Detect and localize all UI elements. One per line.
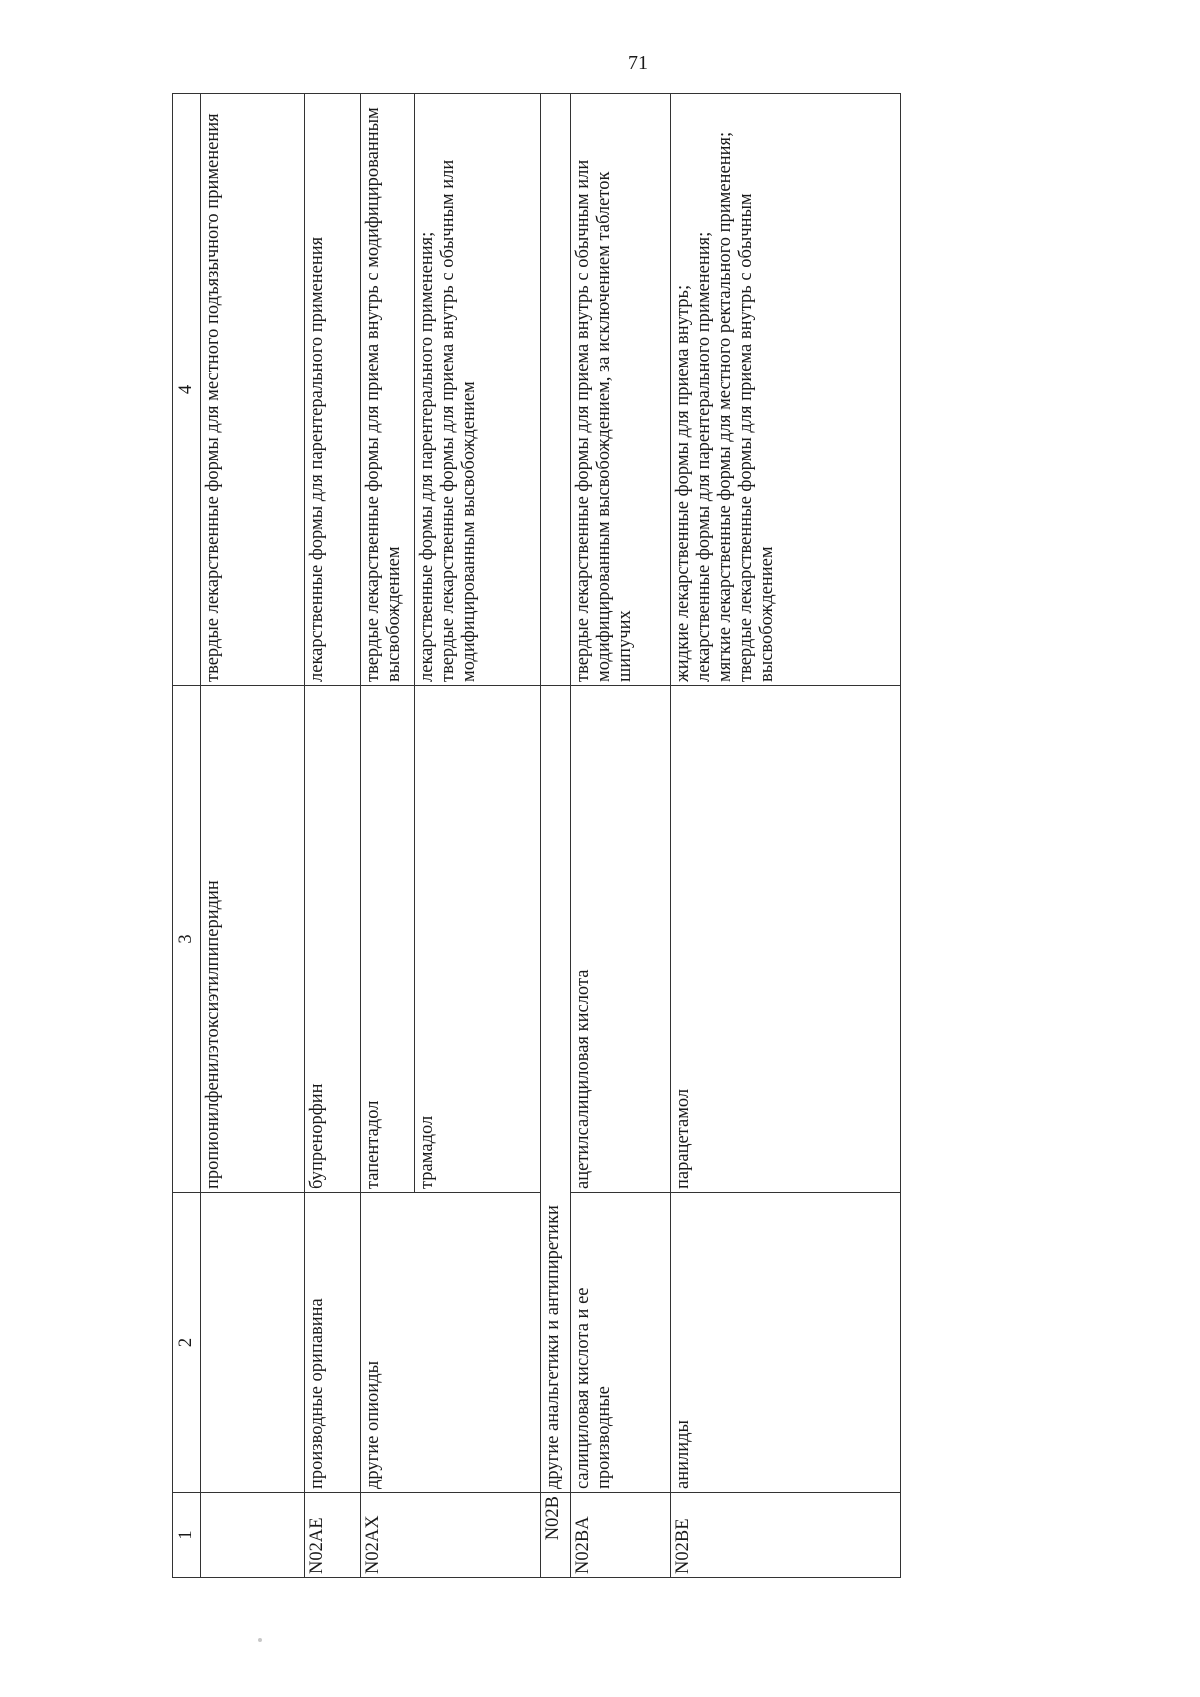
rotated-table-frame [172,94,908,1578]
atc-code-cell [201,1493,305,1578]
group-cell: производные орипавина [305,1193,361,1493]
atc-code-cell: N02AE [305,1493,361,1578]
drug-cell: пропионилфенилэтоксиэтилпиперидин [201,686,305,1193]
table-row [571,94,671,1578]
atc-code-cell: N02AX [361,1493,415,1578]
table-row [361,94,415,1578]
form-entry: мягкие лекарственные формы для местного ректального применения; [715,131,735,682]
drug-cell: парацетамол [671,686,901,1193]
forms-cell [571,94,671,686]
forms-cell [201,94,305,686]
drug-table [172,93,901,1578]
forms-cell [415,94,541,686]
table-row [201,94,305,1578]
atc-code-cell: N02B [541,1493,571,1578]
form-entry: твердые лекарственные формы для приема внутрь с обычным или модифицированным высвобождением, за исключением таблеток шипучих [573,159,635,682]
form-entry: твердые лекарственные формы для местного подъязычного применения [203,113,223,682]
form-entry: лекарственные формы для парентерального применения; [694,231,714,682]
drug-cell: ацетилсалициловая кислота [571,686,671,1193]
forms-cell [305,94,361,686]
form-entry: лекарственные формы для парентерального применения [307,236,327,682]
forms-cell [541,94,571,686]
atc-code-cell [415,1493,541,1578]
header-row [173,94,201,1578]
header-col-3: 3 [173,686,201,1193]
forms-cell [671,94,901,686]
header-col-1: 1 [173,1493,201,1578]
table-row [415,94,541,1578]
drug-cell: тапентадол [361,686,415,1193]
drug-cell: трамадол [415,686,541,1193]
form-entry: лекарственные формы для парентерального применения; [417,231,437,682]
group-cell [201,1193,305,1493]
group-cell: салициловая кислота и ее производные [571,1193,671,1493]
scan-speck [258,1638,262,1642]
table-row [671,94,901,1578]
header-col-4: 4 [173,94,201,686]
group-cell: другие опиоиды [361,1193,415,1493]
form-entry: жидкие лекарственные формы для приема внутрь; [673,284,693,682]
rotated-table-container [172,94,908,1578]
group-cell [415,1193,541,1493]
form-entry: твердые лекарственные формы для приема внутрь с обычным или модифицированным высвобождением [438,159,479,682]
header-col-2: 2 [173,1193,201,1493]
form-entry: твердые лекарственные формы для приема внутрь с модифицированным высвобождением [363,107,404,682]
forms-cell [361,94,415,686]
atc-code-cell: N02BA [571,1493,671,1578]
group-cell: анилиды [671,1193,901,1493]
drug-cell: бупренорфин [305,686,361,1193]
page-number: 71 [628,52,648,74]
table-row [541,94,571,1578]
table-row [305,94,361,1578]
atc-code-cell: N02BE [671,1493,901,1578]
group-cell: другие анальгетики и антипиретики [541,686,571,1493]
form-entry: твердые лекарственные формы для приема внутрь с обычным высвобождением [736,193,777,682]
